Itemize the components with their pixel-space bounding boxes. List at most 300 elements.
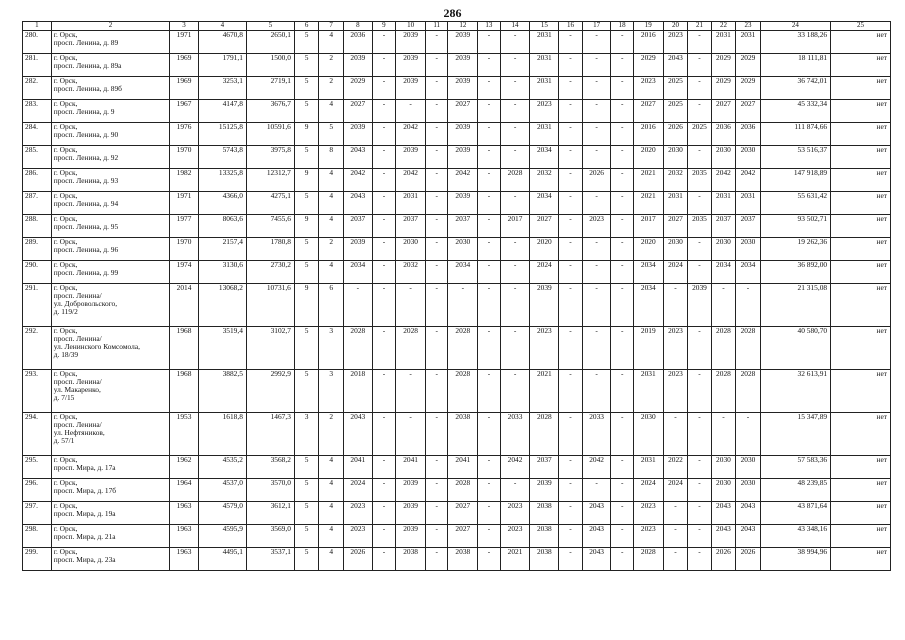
column-header: 6 [294,22,319,31]
table-cell: - [478,502,500,525]
table-cell: 2041 [343,456,372,479]
table-cell: - [426,456,448,479]
table-cell: - [559,479,582,502]
table-cell: 9 [294,215,319,238]
table-cell: - [611,502,633,525]
table-cell: - [611,456,633,479]
table-cell: - [611,54,633,77]
table-cell: - [426,77,448,100]
table-cell: 5 [294,456,319,479]
table-cell: - [611,215,633,238]
row-number: 289. [23,238,52,261]
table-cell: 15 347,89 [760,413,830,456]
table-cell: - [559,525,582,548]
table-cell: 5743,8 [198,146,246,169]
table-cell: - [372,215,395,238]
address-line: г. Орск, [53,30,78,39]
address-line: просп. Ленина, д. 95 [53,222,119,231]
table-cell: 2032 [396,261,426,284]
table-cell: - [426,479,448,502]
table-cell: 2027 [448,525,478,548]
table-cell: 2021 [530,370,559,413]
table-cell: - [736,413,761,456]
table-cell: 2030 [396,238,426,261]
table-cell: - [559,146,582,169]
table-cell: 4537,0 [198,479,246,502]
address-cell [51,215,169,238]
row-number: 294. [23,413,52,456]
table-cell: 2039 [448,31,478,54]
address-cell [51,100,169,123]
address-line: д. 18/39 [53,350,79,359]
table-cell: 2026 [582,169,611,192]
table-cell: - [500,100,530,123]
table-cell: 2037 [396,215,426,238]
table-cell: 2 [319,238,344,261]
column-header: 11 [426,22,448,31]
table-row [23,54,891,77]
column-header: 12 [448,22,478,31]
address-cell [51,238,169,261]
table-cell: - [500,146,530,169]
table-cell: - [559,123,582,146]
table-cell: - [582,238,611,261]
table-cell: 13325,8 [198,169,246,192]
table-cell: - [478,413,500,456]
table-cell: - [559,169,582,192]
address-line: г. Орск, [53,283,78,292]
table-cell: 2023 [633,77,663,100]
table-cell: 2030 [448,238,478,261]
table-cell: - [688,31,711,54]
table-cell: 2027 [633,100,663,123]
table-cell: 2719,1 [246,77,294,100]
table-cell: 2030 [711,146,736,169]
table-cell: 2033 [500,413,530,456]
table-row [23,413,891,456]
table-cell: 2038 [530,502,559,525]
table-cell: 2034 [530,146,559,169]
table-cell: - [478,479,500,502]
table-cell: 2024 [663,479,688,502]
table-cell: 2023 [500,525,530,548]
table-cell: 4147,8 [198,100,246,123]
table-cell: - [426,100,448,123]
table-cell: 2034 [633,261,663,284]
table-cell: 4 [319,548,344,571]
table-cell: 2023 [633,525,663,548]
table-cell: 2036 [711,123,736,146]
table-cell: 6 [319,284,344,327]
address-line: просп. Мира, д. 17б [53,486,117,495]
table-cell: - [611,525,633,548]
table-cell: 2 [319,77,344,100]
table-cell: 1964 [170,479,199,502]
table-row [23,192,891,215]
table-cell: 2042 [396,123,426,146]
table-cell: 2028 [343,327,372,370]
table-cell: - [426,548,448,571]
table-cell: 33 188,26 [760,31,830,54]
table-cell: 2030 [711,479,736,502]
table-cell: - [688,548,711,571]
table-row [23,502,891,525]
table-cell: 3568,2 [246,456,294,479]
table-cell: 2025 [688,123,711,146]
table-row [23,215,891,238]
table-cell: - [559,77,582,100]
table-cell: 2021 [633,169,663,192]
table-cell: - [559,370,582,413]
table-cell: - [500,479,530,502]
table-cell: 1982 [170,169,199,192]
table-cell: 5 [294,31,319,54]
table-cell: 2025 [663,77,688,100]
table-cell: 5 [294,100,319,123]
address-line: просп. Ленина/ [53,334,102,343]
table-cell: - [559,284,582,327]
table-cell: 1968 [170,327,199,370]
table-cell: - [426,238,448,261]
column-header: 3 [170,22,199,31]
table-cell: - [559,548,582,571]
table-cell: - [611,100,633,123]
table-cell: - [582,370,611,413]
table-cell: 55 631,42 [760,192,830,215]
table-cell: - [582,54,611,77]
address-cell [51,192,169,215]
table-cell: - [559,54,582,77]
table-cell: 2043 [343,192,372,215]
table-row [23,456,891,479]
table-cell: - [582,31,611,54]
table-cell: нет [831,456,891,479]
table-cell: 5 [294,261,319,284]
table-cell: - [611,413,633,456]
table-cell: - [372,261,395,284]
address-cell [51,261,169,284]
table-cell: - [478,261,500,284]
table-cell: 5 [294,327,319,370]
table-cell: нет [831,548,891,571]
row-number: 291. [23,284,52,327]
table-cell: 5 [294,525,319,548]
table-cell: 2020 [530,238,559,261]
table-row [23,238,891,261]
table-cell: - [478,284,500,327]
table-cell: 2024 [343,479,372,502]
table-cell: - [688,370,711,413]
address-line: просп. Ленина/ [53,377,102,386]
table-cell: 2032 [663,169,688,192]
table-cell: 2026 [736,548,761,571]
table-cell: 2030 [663,238,688,261]
table-cell: 2028 [736,370,761,413]
table-cell: - [478,77,500,100]
table-cell: 4495,1 [198,548,246,571]
table-cell: - [372,479,395,502]
table-cell: - [688,54,711,77]
table-row [23,327,891,370]
row-number: 290. [23,261,52,284]
table-cell: 2028 [736,327,761,370]
table-row [23,261,891,284]
address-line: просп. Ленина, д. 93 [53,176,119,185]
table-cell: 2038 [448,548,478,571]
address-line: д. 57/1 [53,436,75,445]
address-cell [51,146,169,169]
table-cell: 2031 [530,31,559,54]
table-cell: 2017 [633,215,663,238]
table-cell: - [582,479,611,502]
table-cell: - [559,456,582,479]
address-line: ул. Добровольского, [53,299,118,308]
address-line: г. Орск, [53,145,78,154]
column-header: 7 [319,22,344,31]
table-cell: - [478,238,500,261]
table-cell: 2042 [448,169,478,192]
table-cell: - [372,413,395,456]
address-line: просп. Ленина, д. 9 [53,107,115,116]
table-cell: 1971 [170,192,199,215]
row-number: 283. [23,100,52,123]
table-cell: - [688,502,711,525]
column-header: 5 [246,22,294,31]
table-cell: 2039 [396,146,426,169]
address-cell [51,123,169,146]
address-cell [51,327,169,370]
table-cell: - [582,192,611,215]
table-cell: 43 871,64 [760,502,830,525]
address-line: просп. Ленина, д. 99 [53,268,119,277]
table-cell: - [372,284,395,327]
table-cell: - [426,502,448,525]
table-cell: - [372,123,395,146]
table-cell: 2037 [343,215,372,238]
table-cell: - [559,261,582,284]
table-row [23,479,891,502]
row-number: 295. [23,456,52,479]
table-cell: 3612,1 [246,502,294,525]
table-cell: - [478,456,500,479]
table-cell: - [372,77,395,100]
table-cell: 2028 [711,327,736,370]
column-header: 9 [372,22,395,31]
address-line: г. Орск, [53,524,78,533]
table-cell: 2027 [448,100,478,123]
table-cell: 2034 [530,192,559,215]
row-number: 292. [23,327,52,370]
column-header: 24 [760,22,830,31]
table-cell: 2030 [736,146,761,169]
table-cell: - [688,456,711,479]
table-cell: - [559,100,582,123]
table-cell: 2020 [633,146,663,169]
table-cell: - [688,413,711,456]
table-cell: - [559,413,582,456]
table-cell: - [426,54,448,77]
table-cell: - [478,123,500,146]
table-cell: 2992,9 [246,370,294,413]
table-cell: - [559,215,582,238]
table-cell: - [711,413,736,456]
address-cell [51,548,169,571]
row-number: 285. [23,146,52,169]
table-row [23,77,891,100]
table-row [23,525,891,548]
table-cell: - [426,31,448,54]
table-cell: 2043 [736,525,761,548]
table-cell: 3537,1 [246,548,294,571]
table-cell: 1970 [170,146,199,169]
address-line: г. Орск, [53,53,78,62]
table-cell: - [396,100,426,123]
table-cell: 4 [319,100,344,123]
table-cell: - [426,169,448,192]
table-cell: 2031 [663,192,688,215]
table-cell: - [478,215,500,238]
table-cell: 2023 [663,327,688,370]
table-cell: 3519,4 [198,327,246,370]
table-cell: нет [831,261,891,284]
table-cell: 5 [294,146,319,169]
table-cell: - [372,192,395,215]
table-cell: 2043 [711,525,736,548]
table-cell: 1791,1 [198,54,246,77]
table-cell: 3975,8 [246,146,294,169]
table-cell: 2029 [736,77,761,100]
table-cell: 13068,2 [198,284,246,327]
column-header-row [23,22,891,31]
table-cell: 21 315,08 [760,284,830,327]
column-header: 22 [711,22,736,31]
table-cell: - [663,548,688,571]
address-cell [51,413,169,456]
table-cell: нет [831,327,891,370]
row-number: 299. [23,548,52,571]
table-cell: - [372,31,395,54]
table-cell: - [426,370,448,413]
table-cell: - [372,370,395,413]
table-cell: 2031 [736,192,761,215]
table-cell: - [426,327,448,370]
table-row [23,169,891,192]
address-line: г. Орск, [53,547,78,556]
table-cell: 2039 [448,77,478,100]
table-cell: 2034 [711,261,736,284]
table-cell: 2043 [343,413,372,456]
table-cell: 2029 [736,54,761,77]
table-cell: - [478,54,500,77]
table-cell: 2039 [530,284,559,327]
table-cell: - [372,54,395,77]
table-cell: 1780,8 [246,238,294,261]
table-cell: 2025 [663,100,688,123]
table-cell: - [500,192,530,215]
table-cell: 2039 [343,123,372,146]
row-number: 281. [23,54,52,77]
table-cell: 2042 [711,169,736,192]
table-cell: 2019 [633,327,663,370]
table-cell: 18 111,81 [760,54,830,77]
table-cell: - [559,327,582,370]
address-line: просп. Ленина, д. 94 [53,199,119,208]
address-cell [51,77,169,100]
table-cell: - [426,413,448,456]
table-cell: 4 [319,502,344,525]
table-cell: 1467,3 [246,413,294,456]
table-cell: 2039 [396,525,426,548]
table-cell: 2030 [663,146,688,169]
table-cell: 2042 [396,169,426,192]
table-cell: 2034 [343,261,372,284]
table-cell: 4 [319,456,344,479]
address-line: г. Орск, [53,168,78,177]
table-cell: 2042 [582,456,611,479]
table-cell: - [448,284,478,327]
table-cell: - [688,327,711,370]
table-cell: 1953 [170,413,199,456]
table-cell: - [426,123,448,146]
table-cell: 10731,6 [246,284,294,327]
table-cell: 3 [319,327,344,370]
table-cell: 1970 [170,238,199,261]
table-cell: - [478,370,500,413]
address-cell [51,370,169,413]
table-cell: 2031 [530,54,559,77]
address-line: просп. Ленина, д. 89а [53,61,122,70]
table-cell: 1974 [170,261,199,284]
table-cell: 2039 [396,502,426,525]
table-cell: 111 874,66 [760,123,830,146]
table-cell: 2031 [530,123,559,146]
table-cell: 2041 [448,456,478,479]
table-cell: 2014 [170,284,199,327]
table-cell: 4275,1 [246,192,294,215]
table-cell: 2039 [448,146,478,169]
table-cell: 2026 [343,548,372,571]
column-header: 1 [23,22,52,31]
table-cell: 5 [294,370,319,413]
table-cell: - [343,284,372,327]
table-cell: 2034 [448,261,478,284]
table-cell: 2023 [500,502,530,525]
table-cell: 4 [319,525,344,548]
table-row [23,370,891,413]
table-cell: 1976 [170,123,199,146]
table-cell: - [582,284,611,327]
address-line: просп. Ленина, д. 89б [53,84,122,93]
address-line: г. Орск, [53,478,78,487]
table-cell: 2043 [582,548,611,571]
table-cell: 2039 [343,238,372,261]
address-line: г. Орск, [53,412,78,421]
row-number: 286. [23,169,52,192]
table-cell: 147 918,89 [760,169,830,192]
table-cell: - [372,169,395,192]
table-cell: 2024 [663,261,688,284]
address-line: д. 7/15 [53,393,75,402]
table-cell: - [372,548,395,571]
address-line: просп. Мира, д. 23а [53,555,116,564]
table-cell: 12312,7 [246,169,294,192]
table-cell: 4 [319,261,344,284]
table-cell: 2039 [396,479,426,502]
table-cell: 2020 [633,238,663,261]
table-cell: 2023 [633,502,663,525]
column-header: 2 [51,22,169,31]
address-line: просп. Ленина/ [53,420,102,429]
